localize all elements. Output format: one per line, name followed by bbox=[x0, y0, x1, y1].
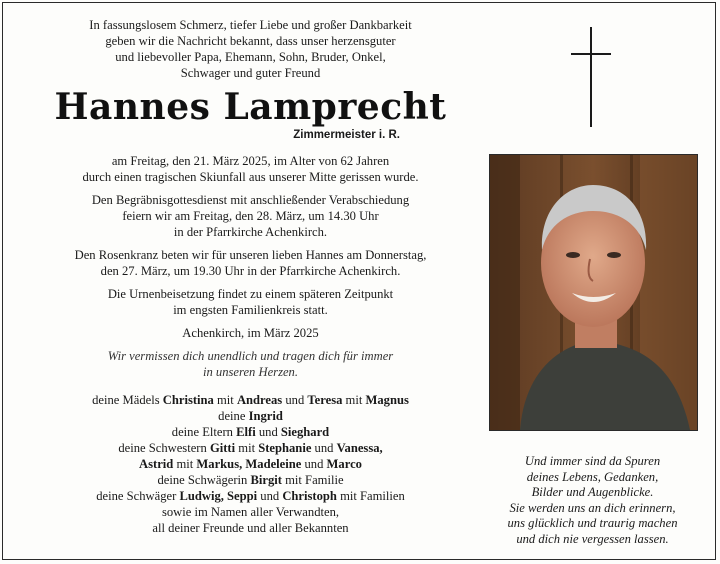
quote-line: Und immer sind da Spuren bbox=[524, 454, 661, 468]
quote-line: Sie werden uns an dich erinnern, bbox=[509, 500, 676, 515]
family-line: deine Schwägerin Birgit mit Familie bbox=[157, 473, 344, 487]
rosary-line: Den Rosenkranz beten wir für unseren lieben Hannes am Donnerstag, bbox=[74, 248, 427, 262]
funeral-service-info bbox=[23, 192, 478, 240]
farewell-line: in unseren Herzen. bbox=[202, 365, 299, 379]
family-list bbox=[23, 392, 478, 536]
family-line: Astrid mit Markus, Madeleine und Marco bbox=[139, 457, 362, 471]
funeral-line: Den Begräbnisgottesdienst mit anschließender Verabschiedung bbox=[91, 193, 410, 207]
farewell-line: Wir vermissen dich unendlich und tragen dich für immer bbox=[107, 349, 394, 363]
urn-line: im engsten Familienkreis statt. bbox=[173, 303, 328, 317]
death-notice bbox=[23, 153, 478, 185]
urn-burial-info bbox=[23, 286, 478, 318]
family-line: sowie im Namen aller Verwandten, bbox=[161, 505, 340, 519]
family-line: deine Schwestern Gitti mit Stephanie und Vanessa, bbox=[118, 441, 383, 455]
intro-line: und liebevoller Papa, Ehemann, Sohn, Bruder, Onkel, bbox=[115, 50, 386, 64]
quote-line: und dich nie vergessen lassen. bbox=[516, 531, 669, 546]
funeral-line: in der Pfarrkirche Achenkirch. bbox=[173, 225, 328, 239]
farewell-message bbox=[23, 348, 478, 380]
place-date: Achenkirch, im März 2025 bbox=[182, 326, 319, 340]
deceased-portrait-photo bbox=[489, 154, 698, 431]
rosary-line: den 27. März, um 19.30 Uhr in der Pfarrkirche Achenkirch. bbox=[100, 264, 401, 278]
quote-line: deines Lebens, Gedanken, bbox=[526, 469, 659, 484]
family-line: deine Eltern Elfi und Sieghard bbox=[171, 425, 330, 439]
cross-icon bbox=[569, 27, 613, 127]
death-notice-line: durch einen tragischen Skiunfall aus unserer Mitte gerissen wurde. bbox=[82, 170, 419, 184]
intro-text bbox=[23, 17, 478, 81]
family-line: all deiner Freunde und aller Bekannten bbox=[152, 521, 349, 535]
intro-line: geben wir die Nachricht bekannt, dass unser herzensguter bbox=[105, 34, 396, 48]
obituary-frame bbox=[2, 2, 716, 560]
funeral-line: feiern wir am Freitag, den 28. März, um 14.30 Uhr bbox=[122, 209, 379, 223]
family-line: deine Schwäger Ludwig, Seppi und Christoph mit Familien bbox=[96, 489, 405, 503]
quote-line: uns glücklich und traurig machen bbox=[507, 516, 678, 530]
family-line: deine Mädels Christina mit Andreas und Teresa mit Magnus bbox=[92, 393, 409, 407]
deceased-profession: Zimmermeister i. R. bbox=[293, 129, 400, 141]
memorial-quote bbox=[489, 454, 696, 547]
family-line: deine Ingrid bbox=[218, 409, 283, 423]
intro-line: Schwager und guter Freund bbox=[180, 66, 321, 80]
quote-line: Bilder und Augenblicke. bbox=[531, 485, 654, 499]
deceased-name: Hannes Lamprecht bbox=[54, 86, 447, 128]
death-notice-line: am Freitag, den 21. März 2025, im Alter von 62 Jahren bbox=[111, 154, 390, 168]
rosary-info bbox=[23, 247, 478, 279]
obituary-text-column bbox=[23, 17, 478, 536]
urn-line: Die Urnenbeisetzung findet zu einem späteren Zeitpunkt bbox=[107, 287, 394, 301]
intro-line: In fassungslosem Schmerz, tiefer Liebe und großer Dankbarkeit bbox=[89, 18, 412, 32]
